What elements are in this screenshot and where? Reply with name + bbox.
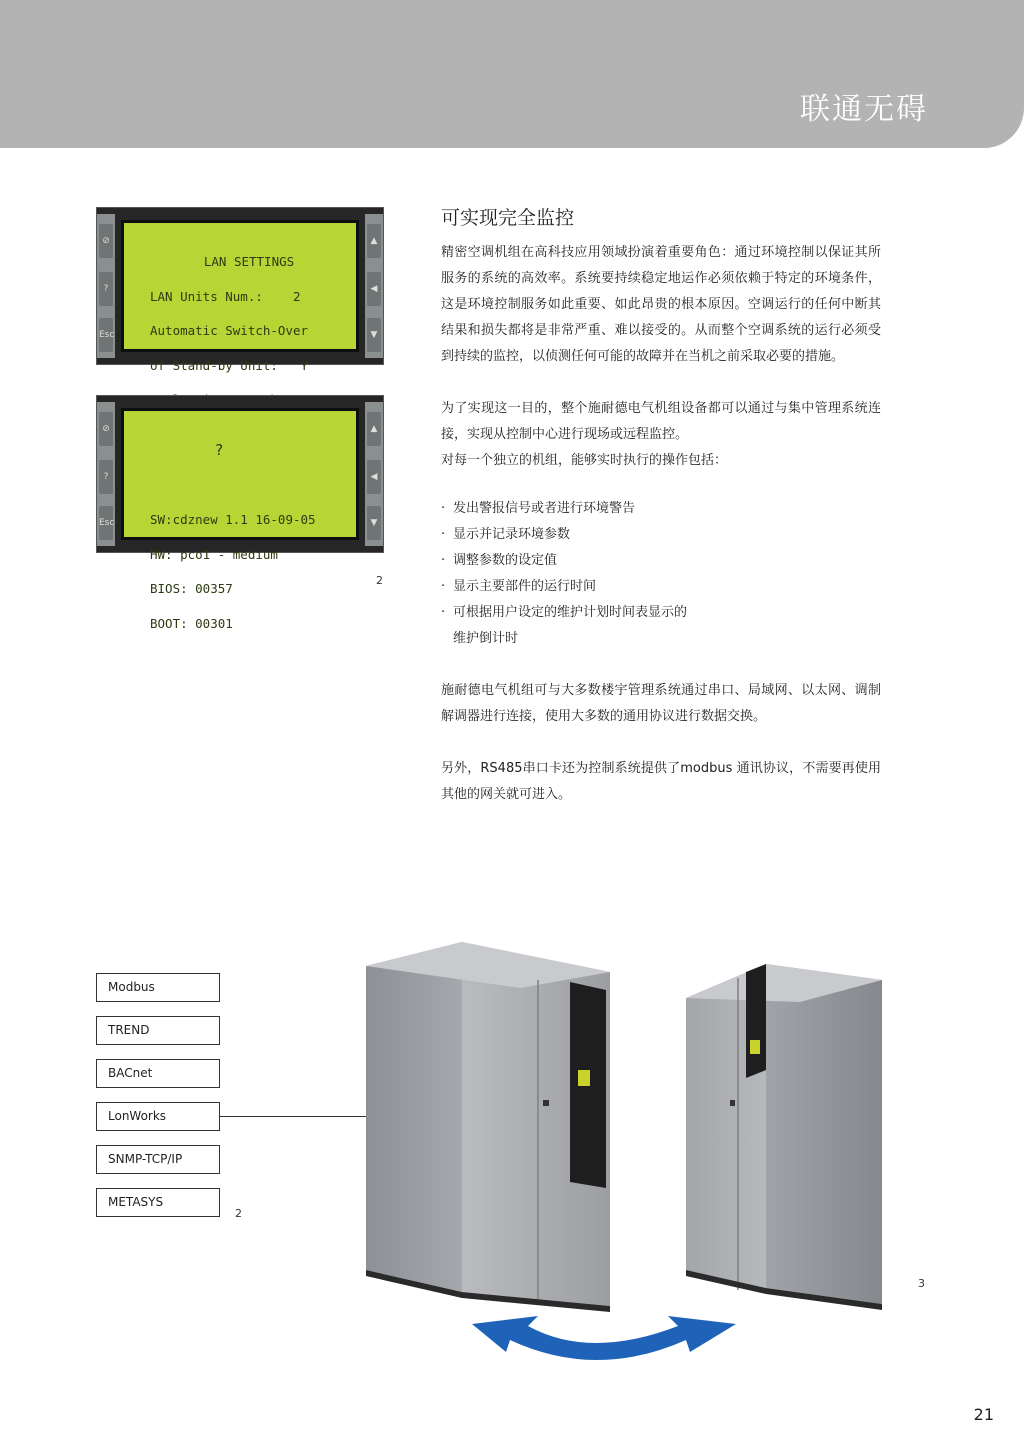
lcd-screen-version-info (121, 408, 359, 631)
list-item-text: 可根据用户设定的维护计划时间表显示的 (453, 605, 688, 620)
list-item: · 显示主要部件的运行时间 (441, 574, 881, 600)
operations-list (441, 496, 881, 652)
double-arrow-icon (472, 1316, 736, 1360)
lcd-line: BIOS: 00357 (150, 581, 233, 596)
esc-key: Esc (99, 506, 113, 540)
enter-key: ◀ (367, 460, 381, 494)
list-item: · 调整参数的设定值 (441, 548, 881, 574)
prg-key: ? (99, 272, 113, 306)
protocol-box-metasys: METASYS (96, 1188, 220, 1217)
lcd-line: SW:cdznew 1.1 16-09-05 (150, 512, 316, 527)
list-item: · 发出警报信号或者进行环境警告 (441, 496, 881, 522)
figure-number-cabinets: 3 (918, 1277, 925, 1290)
protocol-box-lonworks: LonWorks (96, 1102, 220, 1131)
protocol-box-trend: TREND (96, 1016, 220, 1045)
enter-key: ◀ (367, 272, 381, 306)
paragraph-operations-intro: 对每一个独立的机组，能够实时执行的操作包括： (441, 453, 728, 468)
help-icon: ? (214, 441, 224, 459)
figure-number-protocols: 2 (235, 1207, 242, 1220)
lcd-line: HW: pco1 - medium (150, 546, 278, 562)
list-item-continuation: 维护倒计时 (453, 631, 519, 646)
lcd-panel-version-info (96, 395, 384, 631)
figure-number-lcd: 2 (376, 574, 383, 587)
list-item (441, 600, 881, 652)
paragraph-rs485: 另外，RS485串口卡还为控制系统提供了modbus 通讯协议，不需要再使用其他的网关就可进入。 (441, 761, 881, 802)
connector-line (220, 1116, 366, 1117)
up-key: ▲ (367, 224, 381, 258)
protocol-box-modbus: Modbus (96, 973, 220, 1002)
lcd-right-keys (365, 214, 383, 358)
alarm-key: ⊘ (99, 412, 113, 446)
lcd-left-keys (97, 214, 115, 358)
up-key: ▲ (367, 412, 381, 446)
header-title: 联通无碍 (800, 92, 928, 127)
right-cabinet (686, 964, 882, 1310)
protocol-box-snmp: SNMP-TCP/IP (96, 1145, 220, 1174)
section-heading: 可实现完全监控 (441, 207, 575, 229)
prg-key: ? (99, 460, 113, 494)
page-number: 21 (973, 1405, 994, 1424)
left-cabinet (366, 942, 610, 1312)
paragraph-intro: 精密空调机组在高科技应用领域扮演着重要角色：通过环境控制以保证其所服务的系统的高效率。系统要持续稳定地运作必须依赖于特定的环境条件，这是环境控制服务如此重要、如此昂贵的根本原因。空调运行的任何中断其结果和损失都将是非常严重、难以接受的。从而整个空调系统的运行必须受到持续的监控，以侦测任何可能的故障并在当机之前采取必要的措施。 (441, 245, 881, 364)
paragraph-bms: 施耐德电气机组可与大多数楼宇管理系统通过串口、局域网、以太网、调制解调器进行连接，使用大多数的通用协议进行数据交换。 (441, 683, 881, 724)
down-key: ▼ (367, 506, 381, 540)
down-key: ▼ (367, 318, 381, 352)
lcd-line: Automatic Switch-Over (150, 323, 309, 338)
lcd-screen-lan-settings (121, 220, 359, 373)
lcd-line: BOOT: 00301 (150, 615, 233, 631)
lcd-line: LAN Units Num.: 2 (150, 288, 301, 304)
air-conditioning-units-illustration (360, 920, 930, 1330)
protocol-box-bacnet: BACnet (96, 1059, 220, 1088)
lcd-line: LAN SETTINGS (203, 254, 295, 269)
lcd-panel-lan-settings (96, 207, 384, 373)
list-item: · 显示并记录环境参数 (441, 522, 881, 548)
paragraph-connection: 为了实现这一目的，整个施耐德电气机组设备都可以通过与集中管理系统连接，实现从控制中心进行现场或远程监控。 (441, 401, 881, 442)
esc-key: Esc (99, 318, 113, 352)
lcd-left-keys (97, 402, 115, 546)
alarm-key: ⊘ (99, 224, 113, 258)
lcd-right-keys (365, 402, 383, 546)
lcd-spacer (150, 483, 348, 491)
lcd-line: of Stand-by Unit: Y (150, 357, 309, 373)
